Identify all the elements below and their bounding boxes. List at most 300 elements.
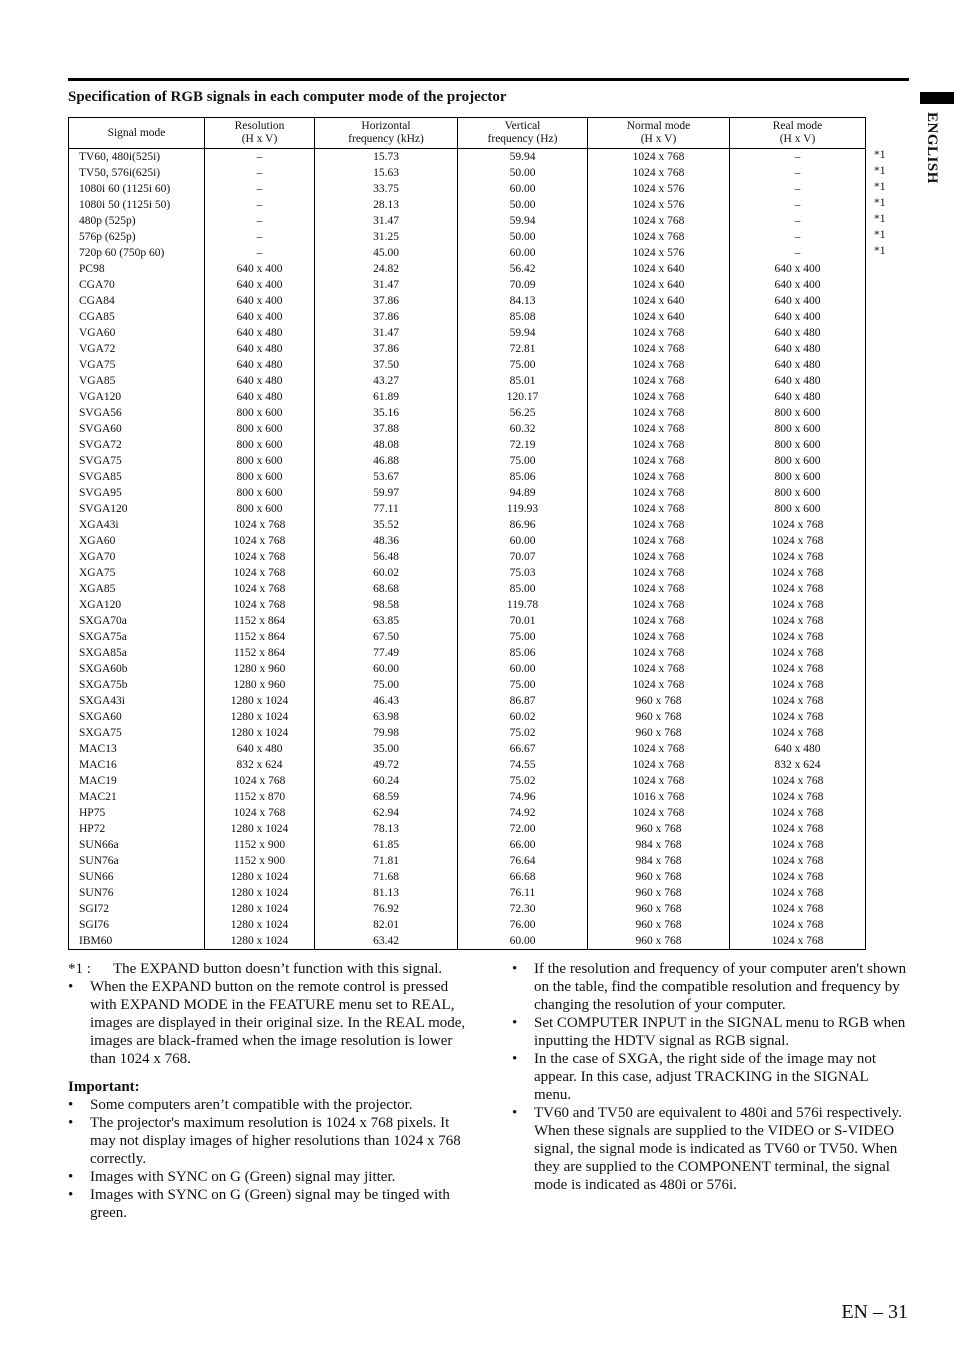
table-cell: 75.02 [458,773,588,789]
table-cell: 1024 x 768 [588,341,730,357]
table-cell: 800 x 600 [205,485,315,501]
list-item: • TV60 and TV50 are equivalent to 480i and 576i respectively. When these signals are supplied to the VIDEO or S-VIDEO signal, the signal mode is indicated as TV60 or TV50. When they are supplied to the COMPONENT terminal, the signal mode is indicated as 480i or 576i. [512,1105,902,1193]
table-cell: 78.13 [315,821,458,837]
table-cell: 1024 x 768 [205,773,315,789]
table-cell: 1024 x 768 [588,533,730,549]
bullet-icon: • [512,961,518,977]
table-cell: 59.94 [458,325,588,341]
table-cell: 74.55 [458,757,588,773]
table-row [69,613,866,629]
table-cell: 60.00 [458,533,588,549]
table-cell: VGA120 [69,389,205,405]
table-cell: MAC21 [69,789,205,805]
header-vertical-frequency: Vertical frequency (Hz) [458,118,588,149]
table-cell: 49.72 [315,757,458,773]
table-cell: 120.17 [458,389,588,405]
table-cell: 15.73 [315,149,458,166]
table-cell: 37.50 [315,357,458,373]
table-cell: – [205,149,315,166]
table-row [69,757,866,773]
table-cell: HP75 [69,805,205,821]
table-cell: SUN66a [69,837,205,853]
table-row [69,213,866,229]
table-cell: 1280 x 1024 [205,725,315,741]
table-cell: – [205,165,315,181]
table-cell: 31.47 [315,325,458,341]
table-cell: 1024 x 768 [205,581,315,597]
table-cell: 640 x 480 [205,373,315,389]
row-note: *1 [874,213,886,225]
table-cell: 640 x 400 [205,293,315,309]
table-cell: 76.64 [458,853,588,869]
table-row [69,885,866,901]
table-cell: 76.11 [458,885,588,901]
table-cell: 60.00 [458,245,588,261]
table-cell: 59.97 [315,485,458,501]
table-cell: 70.07 [458,549,588,565]
table-cell: 85.01 [458,373,588,389]
table-row [69,853,866,869]
table-cell: – [730,197,866,213]
table-cell: VGA72 [69,341,205,357]
table-row [69,341,866,357]
table-cell: 1280 x 960 [205,677,315,693]
table-cell: XGA43i [69,517,205,533]
table-cell: 1024 x 768 [730,677,866,693]
table-row [69,309,866,325]
table-cell: 1024 x 768 [205,533,315,549]
table-row [69,565,866,581]
table-row [69,293,866,309]
table-cell: SVGA60 [69,421,205,437]
table-cell: CGA84 [69,293,205,309]
table-cell: 35.52 [315,517,458,533]
table-cell: 71.81 [315,853,458,869]
table-cell: 72.81 [458,341,588,357]
table-cell: 1280 x 1024 [205,901,315,917]
table-cell: 1024 x 768 [730,885,866,901]
table-cell: 1024 x 768 [588,437,730,453]
table-cell: 960 x 768 [588,885,730,901]
table-cell: 1024 x 768 [588,773,730,789]
table-cell: VGA85 [69,373,205,389]
table-row [69,917,866,933]
table-row [69,709,866,725]
top-rule [68,78,909,81]
table-cell: IBM60 [69,933,205,950]
table-row [69,277,866,293]
bullet-icon: • [68,1097,74,1113]
table-cell: 800 x 600 [730,405,866,421]
table-cell: 1024 x 768 [588,357,730,373]
table-cell: 119.78 [458,597,588,613]
table-cell: 1016 x 768 [588,789,730,805]
header-real-mode: Real mode (H x V) [730,118,866,149]
table-cell: 1280 x 1024 [205,917,315,933]
table-cell: 46.43 [315,693,458,709]
table-cell: 1024 x 768 [588,453,730,469]
table-cell: 37.86 [315,309,458,325]
table-cell: SVGA75 [69,453,205,469]
table-cell: SXGA60b [69,661,205,677]
table-row [69,357,866,373]
row-notes [874,147,886,259]
table-cell: 1024 x 768 [205,517,315,533]
table-row [69,181,866,197]
table-cell: 1024 x 768 [588,213,730,229]
table-cell: 640 x 400 [205,277,315,293]
table-cell: 76.00 [458,917,588,933]
table-cell: 75.00 [315,677,458,693]
table-row [69,229,866,245]
table-cell: 800 x 600 [730,469,866,485]
table-cell: XGA85 [69,581,205,597]
table-cell: 1024 x 768 [730,661,866,677]
table-cell: 1280 x 960 [205,661,315,677]
row-note: *1 [874,149,886,161]
table-cell: 576p (625p) [69,229,205,245]
table-row [69,725,866,741]
footnote-marker: *1 : [68,961,91,977]
table-cell: – [730,229,866,245]
table-cell: 1024 x 768 [730,805,866,821]
table-cell: 50.00 [458,165,588,181]
table-cell: 800 x 600 [205,405,315,421]
table-cell: 800 x 600 [205,437,315,453]
table-cell: 1024 x 768 [205,597,315,613]
table-cell: 960 x 768 [588,869,730,885]
table-row [69,437,866,453]
table-row [69,165,866,181]
table-cell: 59.94 [458,213,588,229]
table-cell: 31.47 [315,277,458,293]
bullet-icon: • [512,1015,518,1031]
side-language-label: ENGLISH [924,112,940,184]
left-notes-column [68,960,468,1222]
table-cell: 1024 x 576 [588,181,730,197]
table-cell: 61.85 [315,837,458,853]
table-cell: 76.92 [315,901,458,917]
table-cell: VGA60 [69,325,205,341]
table-cell: 61.89 [315,389,458,405]
bullet-icon: • [68,1115,74,1131]
table-cell: CGA70 [69,277,205,293]
table-cell: 31.25 [315,229,458,245]
table-cell: 960 x 768 [588,709,730,725]
table-cell: – [205,245,315,261]
table-cell: 1024 x 768 [730,853,866,869]
list-item: • Set COMPUTER INPUT in the SIGNAL menu to RGB when inputting the HDTV signal as RGB signal. [512,1015,906,1049]
table-cell: 94.89 [458,485,588,501]
table-cell: 832 x 624 [205,757,315,773]
table-cell: 1152 x 870 [205,789,315,805]
table-cell: 1024 x 768 [588,469,730,485]
table-cell: SUN66 [69,869,205,885]
table-cell: 60.00 [315,661,458,677]
header-horizontal-frequency: Horizontal frequency (kHz) [315,118,458,149]
table-cell: – [730,245,866,261]
table-cell: SXGA75b [69,677,205,693]
table-cell: 98.58 [315,597,458,613]
table-cell: SXGA60 [69,709,205,725]
table-cell: 984 x 768 [588,837,730,853]
table-row [69,373,866,389]
table-body [69,149,866,950]
table-row [69,645,866,661]
table-row [69,869,866,885]
table-cell: 81.13 [315,885,458,901]
table-row [69,453,866,469]
bullet-icon: • [68,1187,74,1203]
table-cell: 1280 x 1024 [205,709,315,725]
table-cell: 37.86 [315,341,458,357]
table-cell: XGA75 [69,565,205,581]
table-cell: 85.08 [458,309,588,325]
table-cell: 1024 x 640 [588,293,730,309]
table-cell: – [730,213,866,229]
table-cell: 79.98 [315,725,458,741]
table-cell: SXGA75a [69,629,205,645]
table-cell: 1024 x 768 [588,549,730,565]
table-cell: 1024 x 768 [730,613,866,629]
table-cell: 1024 x 768 [730,645,866,661]
table-cell: SVGA85 [69,469,205,485]
table-cell: SVGA120 [69,501,205,517]
bullet-icon: • [512,1105,518,1121]
table-cell: 1024 x 768 [588,677,730,693]
table-cell: 71.68 [315,869,458,885]
table-cell: 1024 x 768 [730,581,866,597]
table-cell: 480p (525p) [69,213,205,229]
table-cell: 63.42 [315,933,458,950]
table-row [69,261,866,277]
table-cell: 66.67 [458,741,588,757]
table-cell: 1152 x 864 [205,613,315,629]
table-cell: MAC16 [69,757,205,773]
table-cell: 640 x 480 [205,325,315,341]
table-cell: 1280 x 1024 [205,821,315,837]
table-cell: XGA60 [69,533,205,549]
table-cell: 1024 x 768 [588,389,730,405]
table-cell: – [730,165,866,181]
table-cell: CGA85 [69,309,205,325]
table-cell: 960 x 768 [588,725,730,741]
table-row [69,789,866,805]
table-row [69,149,866,166]
table-cell: 1024 x 768 [730,821,866,837]
table-cell: HP72 [69,821,205,837]
table-cell: 1024 x 768 [730,789,866,805]
table-cell: 1024 x 640 [588,277,730,293]
table-cell: 1024 x 768 [588,629,730,645]
table-row [69,741,866,757]
table-cell: MAC13 [69,741,205,757]
table-cell: 1024 x 768 [588,613,730,629]
table-cell: 75.00 [458,677,588,693]
table-row [69,469,866,485]
table-row [69,693,866,709]
table-cell: 640 x 480 [730,325,866,341]
row-note: *1 [874,229,886,241]
table-cell: 60.00 [458,181,588,197]
table-cell: 35.00 [315,741,458,757]
table-cell: 75.02 [458,725,588,741]
table-cell: 1024 x 768 [730,549,866,565]
table-row [69,389,866,405]
table-cell: 60.00 [458,933,588,950]
row-note: *1 [874,197,886,209]
table-cell: 640 x 400 [730,293,866,309]
table-row [69,677,866,693]
table-cell: – [205,181,315,197]
table-cell: 1024 x 640 [588,309,730,325]
table-row [69,533,866,549]
table-cell: 1024 x 768 [730,773,866,789]
table-cell: 60.02 [458,709,588,725]
table-cell: 86.96 [458,517,588,533]
right-notes-column [512,960,908,1194]
table-cell: TV60, 480i(525i) [69,149,205,166]
table-row [69,549,866,565]
table-cell: 67.50 [315,629,458,645]
table-cell: 75.00 [458,453,588,469]
table-cell: SVGA56 [69,405,205,421]
table-cell: 640 x 480 [730,389,866,405]
table-cell: 1024 x 576 [588,197,730,213]
table-cell: 86.87 [458,693,588,709]
table-cell: 68.68 [315,581,458,597]
table-cell: 35.16 [315,405,458,421]
table-cell: 77.11 [315,501,458,517]
list-item: • Images with SYNC on G (Green) signal may be tinged with green. [68,1187,450,1221]
table-cell: 1024 x 768 [588,581,730,597]
table-cell: 1024 x 768 [730,933,866,950]
table-row [69,245,866,261]
table-cell: 46.88 [315,453,458,469]
table-cell: 1024 x 768 [588,373,730,389]
table-cell: 56.25 [458,405,588,421]
table-cell: 800 x 600 [205,453,315,469]
section-heading: Specification of RGB signals in each computer mode of the projector [68,89,507,105]
table-cell: SUN76 [69,885,205,901]
table-row [69,421,866,437]
list-item: • If the resolution and frequency of your computer aren't shown on the table, find the compatible resolution and frequency by changing the resolution of your computer. [512,961,907,1013]
table-cell: 1152 x 864 [205,629,315,645]
table-row [69,901,866,917]
table-cell: 800 x 600 [205,469,315,485]
table-cell: 960 x 768 [588,693,730,709]
table-cell: XGA70 [69,549,205,565]
table-cell: 1024 x 768 [588,645,730,661]
list-item: • Some computers aren’t compatible with the projector. [68,1097,413,1113]
table-row [69,773,866,789]
table-row [69,197,866,213]
table-cell: SVGA95 [69,485,205,501]
table-cell: 63.85 [315,613,458,629]
table-cell: 75.00 [458,629,588,645]
table-cell: SGI72 [69,901,205,917]
table-cell: 1024 x 768 [588,165,730,181]
table-cell: 1024 x 768 [588,565,730,581]
table-cell: 48.36 [315,533,458,549]
table-cell: 75.00 [458,357,588,373]
table-header-row [69,118,866,149]
table-row [69,485,866,501]
table-cell: 640 x 480 [205,389,315,405]
table-cell: 50.00 [458,229,588,245]
table-cell: 56.42 [458,261,588,277]
table-cell: SUN76a [69,853,205,869]
page-number: EN – 31 [841,1301,908,1323]
table-cell: 1024 x 768 [588,325,730,341]
table-cell: 63.98 [315,709,458,725]
table-cell: 85.06 [458,469,588,485]
table-cell: MAC19 [69,773,205,789]
table-cell: 1152 x 864 [205,645,315,661]
table-cell: 1024 x 768 [588,501,730,517]
table-cell: 77.49 [315,645,458,661]
table-cell: SXGA70a [69,613,205,629]
table-cell: 1024 x 768 [205,805,315,821]
table-cell: 1280 x 1024 [205,693,315,709]
table-cell: 1024 x 768 [588,405,730,421]
table-cell: 70.09 [458,277,588,293]
table-cell: 640 x 400 [205,261,315,277]
table-cell: 1024 x 768 [730,597,866,613]
header-normal-mode: Normal mode (H x V) [588,118,730,149]
table-cell: 640 x 480 [205,341,315,357]
table-cell: 640 x 400 [730,261,866,277]
table-cell: 984 x 768 [588,853,730,869]
table-cell: 1024 x 768 [730,517,866,533]
list-item: • Images with SYNC on G (Green) signal may jitter. [68,1169,396,1185]
table-cell: 1024 x 768 [730,709,866,725]
table-cell: 48.08 [315,437,458,453]
table-cell: 1024 x 768 [730,869,866,885]
table-row [69,629,866,645]
table-cell: 800 x 600 [730,437,866,453]
table-cell: 1080i 50 (1125i 50) [69,197,205,213]
table-cell: 960 x 768 [588,901,730,917]
table-row [69,597,866,613]
list-item: • When the EXPAND button on the remote control is pressed with EXPAND MODE in the FEATURE menu set to REAL, images are displayed in their original size. In the REAL mode, images are black-framed when the image resolution is lower than 1024 x 768. [68,979,466,1067]
table-cell: 1152 x 900 [205,837,315,853]
header-resolution: Resolution (H x V) [205,118,315,149]
table-cell: 37.86 [315,293,458,309]
list-item: • In the case of SXGA, the right side of the image may not appear. In this case, adjust TRACKING in the SIGNAL menu. [512,1051,876,1103]
footnote [68,960,468,978]
table-cell: VGA75 [69,357,205,373]
table-cell: – [730,149,866,166]
table-cell: 640 x 480 [205,741,315,757]
table-cell: 1024 x 768 [588,517,730,533]
table-cell: 1152 x 900 [205,853,315,869]
table-cell: – [205,197,315,213]
table-row [69,933,866,950]
table-cell: SGI76 [69,917,205,933]
table-cell: 800 x 600 [205,421,315,437]
table-row [69,517,866,533]
table-cell: SXGA75 [69,725,205,741]
table-cell: 85.06 [458,645,588,661]
table-cell: 1024 x 768 [588,805,730,821]
table-row [69,661,866,677]
table-cell: 640 x 400 [730,309,866,325]
table-cell: 50.00 [458,197,588,213]
table-cell: SVGA72 [69,437,205,453]
table-cell: 66.68 [458,869,588,885]
table-cell: 1024 x 768 [730,693,866,709]
